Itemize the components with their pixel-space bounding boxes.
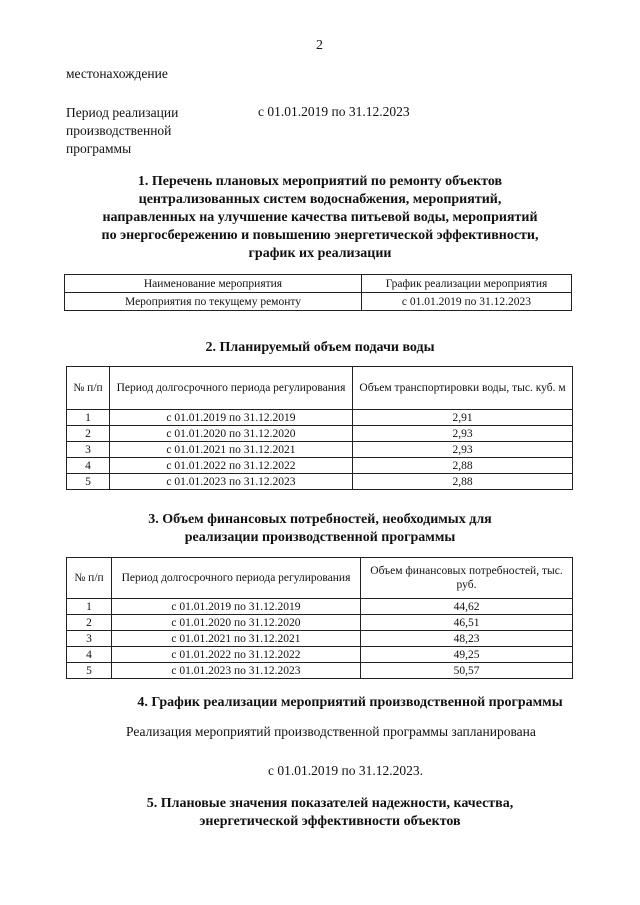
table-row — [67, 615, 573, 631]
table-cell: 50,57 — [361, 663, 573, 679]
section5-title: 5. Плановые значения показателей надежности, качества, энергетической эффективности объектов — [146, 796, 514, 829]
table-cell: 48,23 — [361, 631, 573, 647]
header-cell: Период долгосрочного периода регулирования — [110, 367, 353, 410]
table-header-row — [65, 275, 572, 293]
table-header-row — [67, 367, 573, 410]
table-row — [67, 458, 573, 474]
table-row — [67, 663, 573, 679]
table-cell: 2,88 — [353, 458, 573, 474]
header-cell: Наименование мероприятия — [65, 275, 362, 293]
table-cell: 1 — [67, 599, 112, 615]
table-cell: 4 — [67, 647, 112, 663]
table-cell: 2,93 — [353, 426, 573, 442]
table-cell: 49,25 — [361, 647, 573, 663]
header-cell: Объем финансовых потребностей, тыс. руб. — [361, 558, 573, 599]
table-cell: с 01.01.2022 по 31.12.2022 — [112, 647, 361, 663]
table-cell: 1 — [67, 410, 110, 426]
section4-text: Реализация мероприятий производственной программы запланирована — [126, 724, 536, 739]
table-cell: с 01.01.2019 по 31.12.2023 — [362, 293, 572, 311]
table-cell: 2,88 — [353, 474, 573, 490]
table-cell: с 01.01.2023 по 31.12.2023 — [112, 663, 361, 679]
table-cell: Мероприятия по текущему ремонту — [65, 293, 362, 311]
financial-needs-table — [66, 557, 573, 679]
table-cell: 3 — [67, 442, 110, 458]
table-row — [67, 599, 573, 615]
period-label: Период реализации производственной программы — [66, 105, 179, 156]
table-cell: 5 — [67, 663, 112, 679]
table-cell: 44,62 — [361, 599, 573, 615]
table-row — [65, 293, 572, 311]
events-table — [64, 274, 572, 311]
header-cell: Объем транспортировки воды, тыс. куб. м — [353, 367, 573, 410]
table-row — [67, 647, 573, 663]
table-row — [67, 426, 573, 442]
section3-title: 3. Объем финансовых потребностей, необходимых для реализации производственной программы — [148, 512, 492, 545]
table-cell: с 01.01.2020 по 31.12.2020 — [110, 426, 353, 442]
table-cell: 4 — [67, 458, 110, 474]
table-cell: 2,91 — [353, 410, 573, 426]
table-cell: 3 — [67, 631, 112, 647]
section4-dates: с 01.01.2019 по 31.12.2023. — [268, 763, 423, 778]
table-cell: 2,93 — [353, 442, 573, 458]
table-cell: 5 — [67, 474, 110, 490]
header-cell: № п/п — [67, 367, 110, 410]
header-cell: График реализации мероприятия — [362, 275, 572, 293]
water-volume-table — [66, 366, 573, 490]
page-number: 2 — [316, 38, 323, 53]
section4-title: 4. График реализации мероприятий производственной программы — [137, 695, 563, 710]
table-cell: с 01.01.2020 по 31.12.2020 — [112, 615, 361, 631]
table-cell: с 01.01.2019 по 31.12.2019 — [112, 599, 361, 615]
table-cell: с 01.01.2021 по 31.12.2021 — [110, 442, 353, 458]
table-row — [67, 442, 573, 458]
table-cell: с 01.01.2023 по 31.12.2023 — [110, 474, 353, 490]
table-row — [67, 474, 573, 490]
table-row — [67, 410, 573, 426]
section2-title: 2. Планируемый объем подачи воды — [205, 340, 435, 355]
location-label: местонахождение — [66, 66, 168, 81]
table-cell: с 01.01.2021 по 31.12.2021 — [112, 631, 361, 647]
table-cell: с 01.01.2019 по 31.12.2019 — [110, 410, 353, 426]
table-header-row — [67, 558, 573, 599]
section1-title: 1. Перечень плановых мероприятий по ремонту объектов централизованных систем водоснабжения, мероприятий, направленных на улучшение качества питьевой воды, мероприятий по энергосбережению и повышению энергетической эффективности, график их реализации — [101, 174, 539, 261]
table-cell: 2 — [67, 615, 112, 631]
table-cell: с 01.01.2022 по 31.12.2022 — [110, 458, 353, 474]
table-cell: 2 — [67, 426, 110, 442]
period-value: с 01.01.2019 по 31.12.2023 — [258, 104, 410, 119]
header-cell: № п/п — [67, 558, 112, 599]
table-cell: 46,51 — [361, 615, 573, 631]
table-row — [67, 631, 573, 647]
header-cell: Период долгосрочного периода регулирования — [112, 558, 361, 599]
